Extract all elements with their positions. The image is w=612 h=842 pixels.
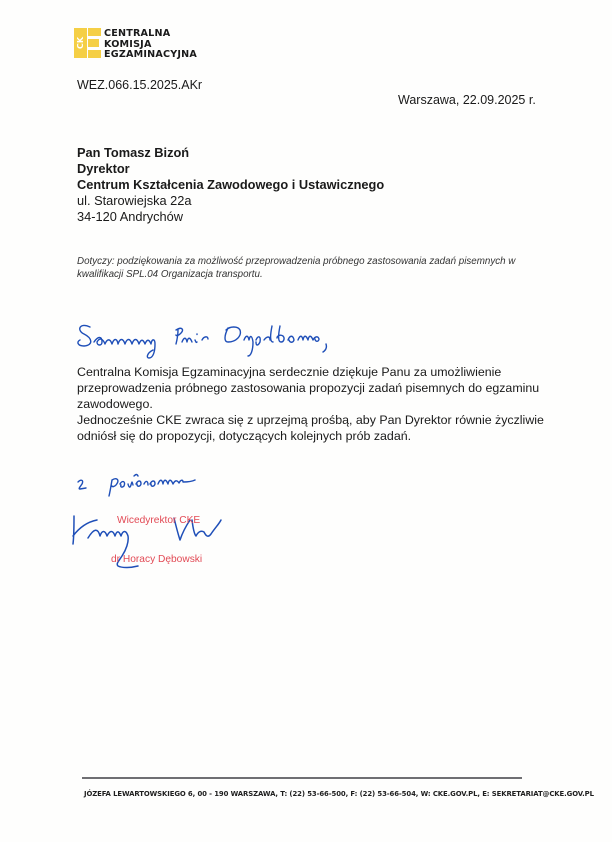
recipient-postal-city: 34-120 Andrychów	[77, 209, 183, 224]
cke-logo-icon	[74, 28, 102, 58]
place-date: Warszawa, 22.09.2025 r.	[398, 93, 536, 107]
letter-body	[77, 364, 547, 444]
footer-divider	[82, 777, 522, 779]
recipient-institution: Centrum Kształcenia Zawodowego i Ustawicznego	[77, 177, 385, 192]
recipient-name: Pan Tomasz Bizoń	[77, 145, 190, 160]
body-paragraph: Jednocześnie CKE zwraca się z uprzejmą prośbą, aby Pan Dyrektor równie życzliwie odniósł się do propozycji, dotyczących kolejnych prób zadań.	[77, 413, 544, 443]
handwritten-salutation	[76, 318, 386, 360]
logo-glyph: CK	[76, 36, 85, 50]
footer-contact: JÓZEFA LEWARTOWSKIEGO 6, 00 - 190 WARSZAWA, T: (22) 53-66-500, F: (22) 53-66-504, W: CKE.GOV.PL, E: SEKRETARIAT@CKE.GOV.PL	[84, 790, 594, 798]
org-name-line: CENTRALNA	[104, 28, 171, 39]
reference-number: WEZ.066.15.2025.AKr	[77, 78, 203, 92]
organization-name	[104, 29, 197, 61]
stamp-title: Wicedyrektor CKE	[117, 515, 201, 526]
handwritten-closing	[76, 470, 226, 498]
org-name-line: KOMISJA	[104, 38, 152, 50]
recipient-street: ul. Starowiejska 22a	[77, 193, 192, 208]
subject-line: Dotyczy: podziękowania za możliwość przeprowadzenia próbnego zastosowania zadań pisemnych w kwalifikacji SPL.04 Organizacja transportu.	[77, 256, 516, 280]
stamp-name: dr Horacy Dębowski	[111, 554, 203, 565]
recipient-address	[77, 145, 384, 225]
body-paragraph: Centralna Komisja Egzaminacyjna serdecznie dziękuje Panu za umożliwienie przeprowadzenia próbnego zastosowania propozycji zadań pisemnych do egzaminu zawodowego.	[77, 365, 540, 411]
recipient-title: Dyrektor	[77, 161, 130, 176]
org-name-line: EGZAMINACYJNA	[104, 49, 197, 60]
